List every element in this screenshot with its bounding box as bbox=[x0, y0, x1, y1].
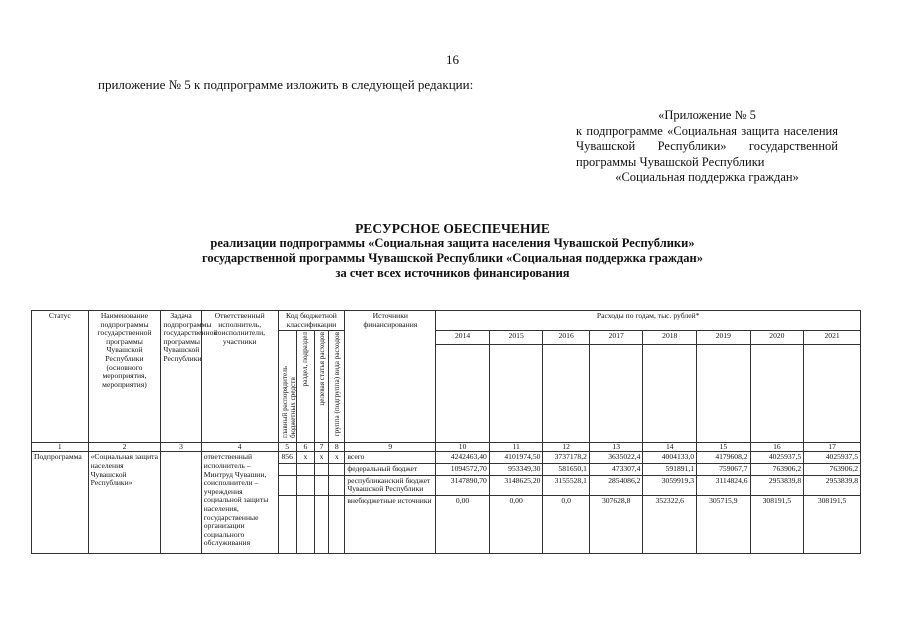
table-row bbox=[32, 452, 861, 464]
column-number: 6 bbox=[296, 442, 314, 452]
expense-value: 763906,2 bbox=[750, 463, 804, 475]
row-task bbox=[161, 452, 201, 553]
header-budget-sub-label: целевая статья расходов bbox=[317, 332, 326, 406]
column-number: 12 bbox=[543, 442, 589, 452]
intro-text: приложение № 5 к подпрограмме изложить в следующей редакции: bbox=[98, 77, 474, 92]
column-number: 15 bbox=[697, 442, 751, 452]
resource-table bbox=[31, 310, 861, 554]
expense-value: 4025937,5 bbox=[804, 452, 861, 464]
expense-value: 4004133,0 bbox=[643, 452, 697, 464]
expense-value: 3737178,2 bbox=[543, 452, 589, 464]
header-year: 2021 bbox=[804, 331, 861, 345]
header-budget-sub bbox=[314, 331, 328, 443]
expense-value: 305715,9 bbox=[697, 495, 751, 553]
header-executor: Ответственный исполнитель, соисполнители, участники bbox=[201, 311, 278, 443]
expense-value: 4101974,50 bbox=[489, 452, 543, 464]
column-number: 14 bbox=[643, 442, 697, 452]
column-number: 3 bbox=[161, 442, 201, 452]
column-number: 8 bbox=[329, 442, 345, 452]
expense-value: 2953839,8 bbox=[804, 475, 861, 495]
column-number-row bbox=[32, 442, 861, 452]
header-year: 2019 bbox=[697, 331, 751, 345]
expense-value: 2953839,8 bbox=[750, 475, 804, 495]
expense-value: 591891,1 bbox=[643, 463, 697, 475]
expense-value: 759067,7 bbox=[697, 463, 751, 475]
header-budget-sub bbox=[329, 331, 345, 443]
row-executor: ответственный исполнитель – Минтруд Чувашии, соисполнители – учреждения социальной защиты населения, государственные организации социального обслуживания bbox=[201, 452, 278, 553]
financing-source: всего bbox=[345, 452, 436, 464]
row-name: «Социальная защита населения Чувашской Республики» bbox=[88, 452, 161, 553]
expense-value: 2854086,2 bbox=[589, 475, 643, 495]
header-expenses: Расходы по годам, тыс. рублей* bbox=[436, 311, 861, 331]
expense-value: 4179608,2 bbox=[697, 452, 751, 464]
expense-value: 0,0 bbox=[543, 495, 589, 553]
header-budget-code: Код бюджетной классификации bbox=[278, 311, 345, 331]
header-year: 2018 bbox=[643, 331, 697, 345]
column-number: 17 bbox=[804, 442, 861, 452]
expense-value: 3114824,6 bbox=[697, 475, 751, 495]
column-number: 4 bbox=[201, 442, 278, 452]
column-number: 7 bbox=[314, 442, 328, 452]
expense-value: 1094572,70 bbox=[436, 463, 490, 475]
column-number: 2 bbox=[88, 442, 161, 452]
header-year: 2014 bbox=[436, 331, 490, 345]
financing-source: федеральный бюджет bbox=[345, 463, 436, 475]
column-number: 10 bbox=[436, 442, 490, 452]
row-code: 856 bbox=[278, 452, 296, 464]
column-number: 1 bbox=[32, 442, 89, 452]
financing-source: республиканский бюджет Чувашской Республики bbox=[345, 475, 436, 495]
column-number: 5 bbox=[278, 442, 296, 452]
expense-value: 308191,5 bbox=[750, 495, 804, 553]
header-budget-sub-label: главный распорядитель бюджетных средств bbox=[280, 366, 297, 439]
expense-value: 308191,5 bbox=[804, 495, 861, 553]
expense-value: 0,00 bbox=[436, 495, 490, 553]
header-sources: Источники финансирования bbox=[345, 311, 436, 443]
header-year: 2015 bbox=[489, 331, 543, 345]
row-code: x bbox=[314, 452, 328, 464]
header-task: Задача подпрограммы государственной программы Чувашской Республики bbox=[161, 311, 201, 443]
row-code: x bbox=[329, 452, 345, 464]
header-budget-sub bbox=[278, 331, 296, 443]
row-code: x bbox=[296, 452, 314, 464]
expense-value: 352322,6 bbox=[643, 495, 697, 553]
header-name: Наименование подпрограммы государственной программы Чувашской Республики (основного мероприятия, мероприятия) bbox=[88, 311, 161, 443]
row-status: Подпрограмма bbox=[32, 452, 89, 553]
expense-value: 4025937,5 bbox=[750, 452, 804, 464]
expense-value: 581650,1 bbox=[543, 463, 589, 475]
appendix-body: к подпрограмме «Социальная защита населения Чувашской Республики» государственной программы Чувашской Республики bbox=[576, 123, 838, 169]
column-number: 13 bbox=[589, 442, 643, 452]
column-number: 11 bbox=[489, 442, 543, 452]
expense-value: 3635022,4 bbox=[589, 452, 643, 464]
column-number: 16 bbox=[750, 442, 804, 452]
header-year: 2020 bbox=[750, 331, 804, 345]
document-heading bbox=[0, 221, 905, 281]
heading-line-2: реализации подпрограммы «Социальная защита населения Чувашской Республики» bbox=[210, 236, 695, 250]
expense-value: 953349,30 bbox=[489, 463, 543, 475]
heading-line-4: за счет всех источников финансирования bbox=[335, 266, 570, 280]
header-status: Статус bbox=[32, 311, 89, 443]
expense-value: 3059919,3 bbox=[643, 475, 697, 495]
header-year: 2017 bbox=[589, 331, 643, 345]
appendix-reference bbox=[576, 108, 838, 186]
header-year: 2016 bbox=[543, 331, 589, 345]
expense-value: 3147890,70 bbox=[436, 475, 490, 495]
appendix-program-name: «Социальная поддержка граждан» bbox=[615, 170, 799, 184]
expense-value: 3155528,1 bbox=[543, 475, 589, 495]
expense-value: 763906,2 bbox=[804, 463, 861, 475]
expense-value: 473307,4 bbox=[589, 463, 643, 475]
expense-value: 3148625,20 bbox=[489, 475, 543, 495]
page-number: 16 bbox=[446, 52, 459, 67]
column-number: 9 bbox=[345, 442, 436, 452]
header-budget-sub-label: раздел, подраздел bbox=[301, 332, 310, 387]
header-budget-sub bbox=[296, 331, 314, 443]
appendix-title: «Приложение № 5 bbox=[658, 108, 756, 122]
heading-line-1: РЕСУРСНОЕ ОБЕСПЕЧЕНИЕ bbox=[355, 221, 550, 236]
expense-value: 307628,8 bbox=[589, 495, 643, 553]
header-budget-sub-label: группа (подгруппа) вида расходов bbox=[332, 332, 341, 437]
expense-value: 0,00 bbox=[489, 495, 543, 553]
expense-value: 4242463,40 bbox=[436, 452, 490, 464]
heading-line-3: государственной программы Чувашской Республики «Социальная поддержка граждан» bbox=[202, 251, 703, 265]
financing-source: внебюджетные источники bbox=[345, 495, 436, 553]
